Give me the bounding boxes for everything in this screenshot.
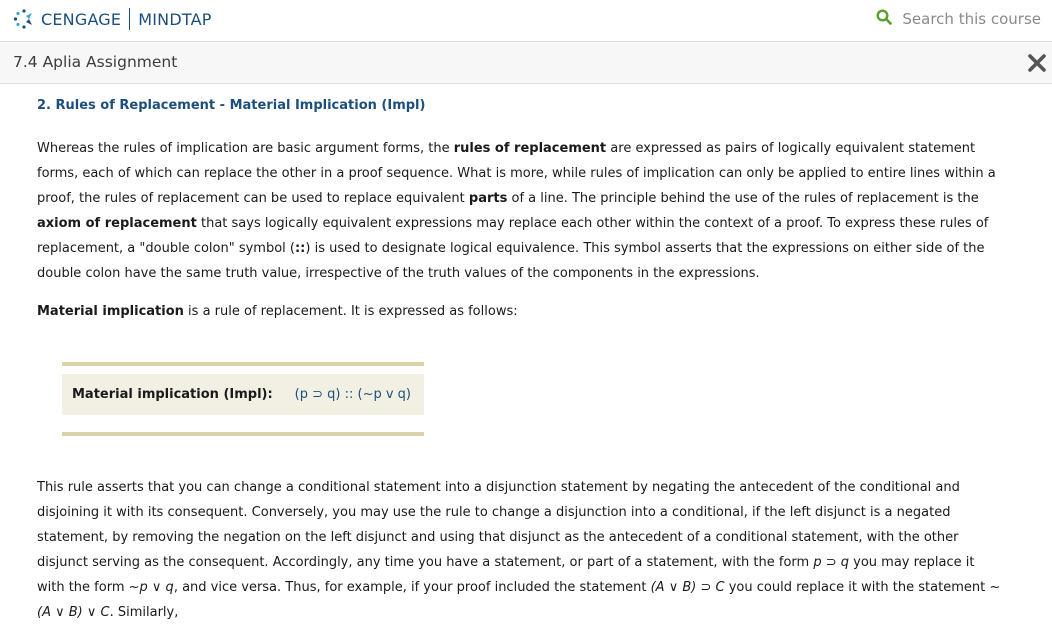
formula-inline: ~p ∨ q (128, 580, 174, 595)
formula-inline: (A ∨ B) ⊃ C (650, 580, 725, 595)
rule-content (62, 374, 424, 415)
text-run: are expressed as pairs of logically equivalent statement forms, each of which can replace the other in a proof sequence. What is more, while rules of implication can only be applied to entire lines within a proof, the rules of replacement can be used to replace equivalent (37, 141, 996, 206)
assignment-title: 7.4 Aplia Assignment (13, 53, 178, 71)
search-icon[interactable] (876, 9, 892, 29)
search-course[interactable] (876, 9, 1041, 29)
formula-inline: p ⊃ q (813, 555, 849, 570)
text-run: is a rule of replacement. It is expressed as follows: (183, 304, 518, 319)
text-run: Whereas the rules of implication are basic argument forms, the (37, 141, 454, 156)
close-icon[interactable] (1026, 52, 1048, 74)
top-navigation-bar (0, 0, 1052, 42)
bold-term: rules of replacement (453, 141, 607, 156)
brand-primary: CENGAGE (41, 9, 122, 29)
bold-term: Material implication (37, 304, 184, 319)
text-run: This rule asserts that you can change a conditional statement into a disjunction statement by negating the antecedent of the conditional and disjoining it with its consequent. Conversely, you may use the rule to change a disjunction into a conditional, if the left disjunct is a negated statement, by removing the negation on the left disjunct and using that disjunct as the antecedent of a conditional statement, with the other disjunct serving as the consequent. Accordingly, any time you have a statement, or part of a statement, with the form (37, 480, 960, 570)
text-run: you could replace it with the statement (724, 580, 990, 595)
explanation-paragraph (37, 475, 1005, 625)
text-run: that says logically equivalent expressions may replace each other within the context of a proof. To express these rules of replacement, a "double colon" symbol ( (37, 216, 989, 256)
section-title: 2. Rules of Replacement - Material Implication (Impl) (37, 98, 426, 113)
intro-paragraph (37, 136, 1005, 286)
bold-term: axiom of replacement (37, 216, 197, 231)
brand-secondary: MINDTAP (138, 9, 212, 29)
text-run: . Similarly, (109, 605, 179, 620)
bold-term: :: (294, 241, 306, 256)
rule-top-border (62, 362, 424, 366)
formula-inline: ~(A ∨ B) ∨ C (37, 580, 1001, 620)
rule-formula: (p ⊃ q) :: (~p v q) (294, 387, 411, 402)
cengage-logo-icon (13, 8, 35, 30)
text-run: of a line. The principle behind the use of the rules of replacement is the (507, 191, 979, 206)
brand-divider (129, 8, 130, 30)
text-run: ) is used to designate logical equivalence. This symbol asserts that the expressions on either side of the double colon have the same truth value, irrespective of the truth values of the components in the expressions. (37, 241, 985, 281)
text-run: , and vice versa. Thus, for example, if your proof included the statement (173, 580, 651, 595)
bold-term: parts (468, 191, 508, 206)
cengage-mindtap-logo[interactable] (13, 7, 212, 31)
assignment-content (37, 84, 1007, 620)
rule-label: Material implication (Impl): (72, 387, 273, 402)
assignment-header (0, 42, 1052, 84)
definition-paragraph (37, 299, 1005, 324)
search-input[interactable]: Search this course (902, 10, 1041, 28)
rule-bottom-border (62, 432, 424, 436)
text-run: you may replace it with the form (37, 555, 975, 595)
rule-box (62, 362, 424, 436)
